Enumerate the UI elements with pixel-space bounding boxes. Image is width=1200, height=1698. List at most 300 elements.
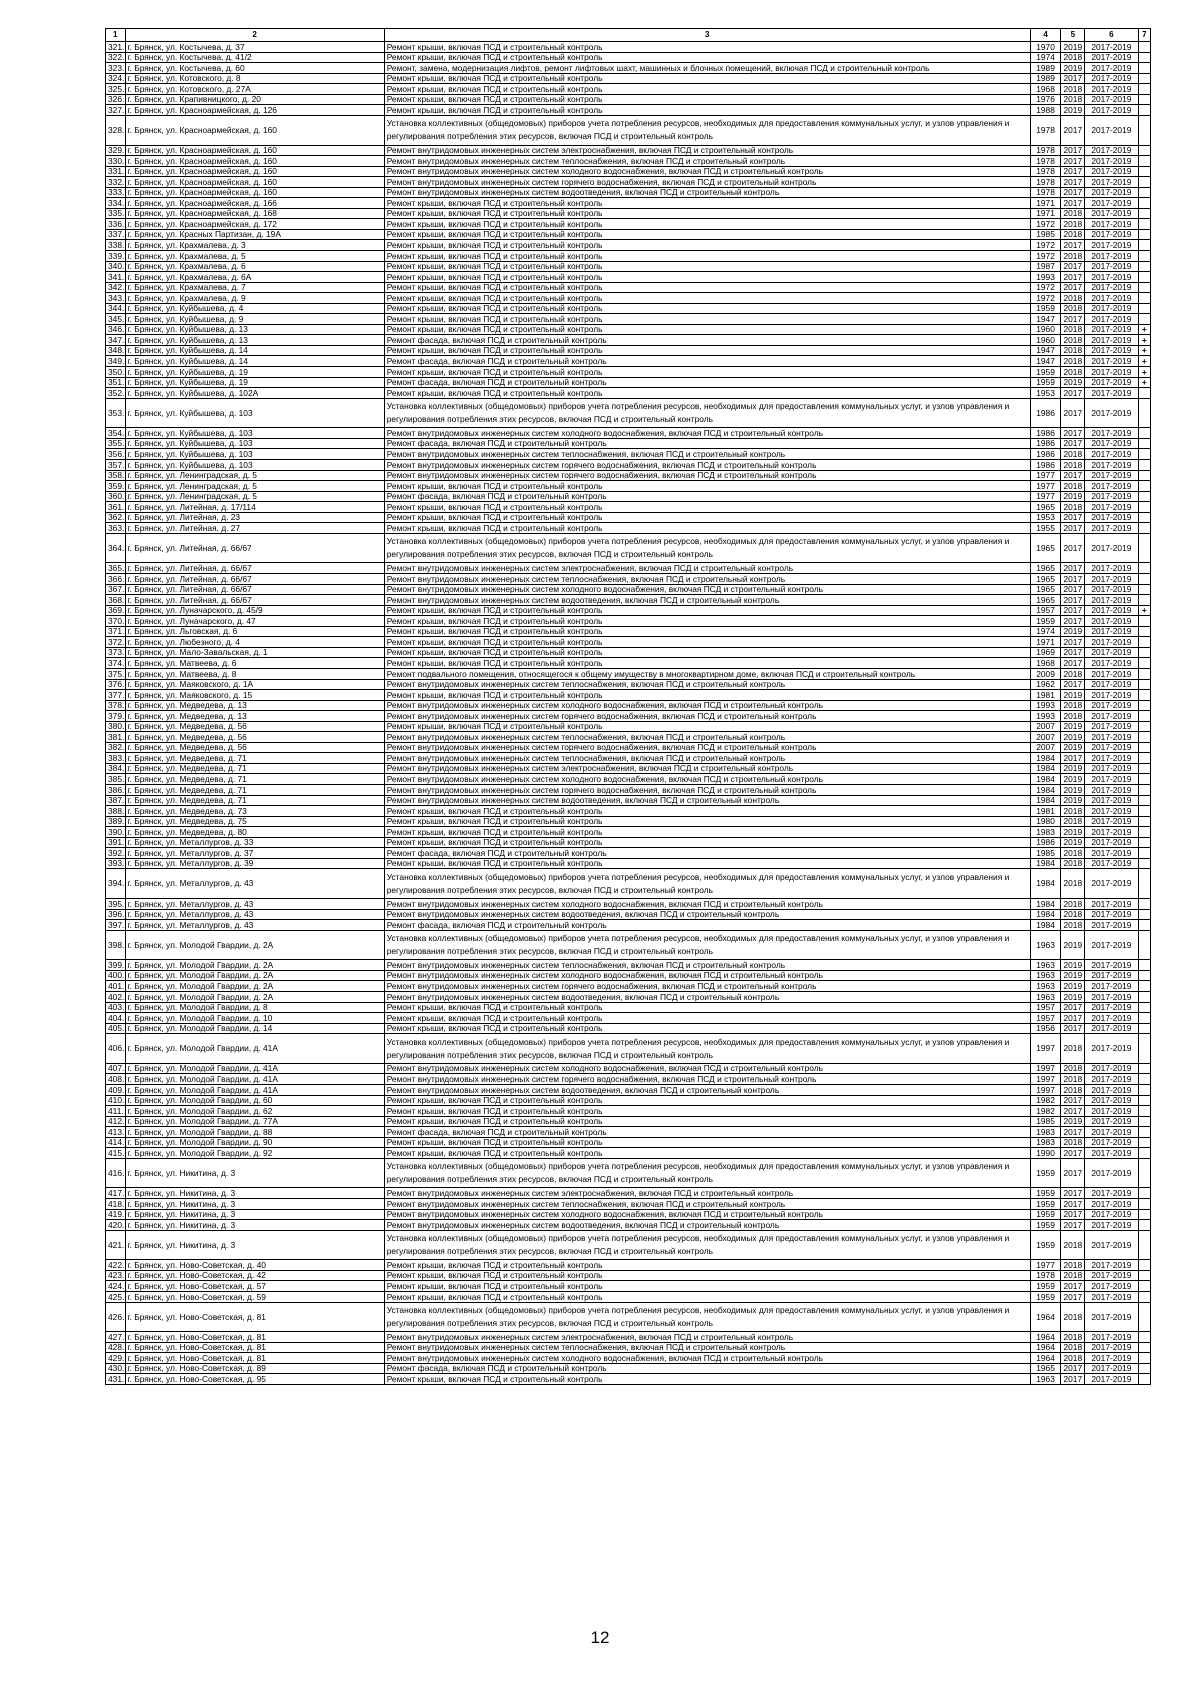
period-cell: 2017-2019 (1085, 668, 1138, 679)
row-number-cell: 391. (106, 837, 126, 848)
table-row (106, 335, 1151, 346)
build-year-cell: 1960 (1030, 324, 1061, 335)
mark-cell (1138, 293, 1150, 304)
work-type-cell: Ремонт внутридомовых инженерных систем теплоснабжения, включая ПСД и строительный контроль (384, 1342, 1030, 1353)
planned-year-cell: 2017 (1061, 1209, 1085, 1220)
row-number-cell: 365. (106, 563, 126, 574)
period-cell: 2017-2019 (1085, 73, 1138, 84)
build-year-cell: 1986 (1030, 428, 1061, 439)
work-type-cell: Ремонт крыши, включая ПСД и строительный контроль (384, 272, 1030, 283)
build-year-cell: 1993 (1030, 272, 1061, 283)
table-row (106, 1281, 1151, 1292)
address-cell: г. Брянск, ул. Котовского, д. 27А (125, 84, 384, 95)
work-type-cell: Ремонт фасада, включая ПСД и строительный контроль (384, 920, 1030, 931)
work-type-cell: Установка коллективных (общедомовых) приборов учета потребления ресурсов, необходимых для предоставления коммунальных услуг, и узлов управления и регулирования потребления этих ресурсов, включая ПСД и строительный контроль (384, 1034, 1030, 1064)
planned-year-cell: 2018 (1061, 1260, 1085, 1271)
build-year-cell: 1959 (1030, 1188, 1061, 1199)
period-cell: 2017-2019 (1085, 753, 1138, 764)
planned-year-cell: 2018 (1061, 700, 1085, 711)
mark-cell (1138, 753, 1150, 764)
build-year-cell: 1974 (1030, 626, 1061, 637)
header-cell: 3 (384, 29, 1030, 42)
planned-year-cell: 2018 (1061, 293, 1085, 304)
row-number-cell: 373. (106, 647, 126, 658)
period-cell: 2017-2019 (1085, 105, 1138, 116)
table-row (106, 668, 1151, 679)
planned-year-cell: 2019 (1061, 960, 1085, 971)
work-type-cell: Ремонт крыши, включая ПСД и строительный контроль (384, 198, 1030, 209)
build-year-cell: 1965 (1030, 563, 1061, 574)
address-cell: г. Брянск, ул. Луначарского, д. 47 (125, 616, 384, 627)
table-row (106, 523, 1151, 534)
address-cell: г. Брянск, ул. Молодой Гвардии, д. 2А (125, 970, 384, 981)
table-row (106, 690, 1151, 701)
work-type-cell: Ремонт крыши, включая ПСД и строительный контроль (384, 806, 1030, 817)
header-cell: 7 (1138, 29, 1150, 42)
work-type-cell: Ремонт, замена, модернизация лифтов, ремонт лифтовых шахт, машинных и блочных помещений, включая ПСД и строительный контроль (384, 63, 1030, 74)
build-year-cell: 1953 (1030, 512, 1061, 523)
mark-cell (1138, 229, 1150, 240)
row-number-cell: 327. (106, 105, 126, 116)
address-cell: г. Брянск, ул. Медведева, д. 13 (125, 711, 384, 722)
period-cell: 2017-2019 (1085, 52, 1138, 63)
mark-cell (1138, 533, 1150, 563)
planned-year-cell: 2019 (1061, 377, 1085, 388)
work-type-cell: Ремонт крыши, включая ПСД и строительный контроль (384, 1137, 1030, 1148)
planned-year-cell: 2017 (1061, 679, 1085, 690)
work-type-cell: Ремонт крыши, включая ПСД и строительный контроль (384, 1013, 1030, 1024)
address-cell: г. Брянск, ул. Крахмалева, д. 6 (125, 261, 384, 272)
address-cell: г. Брянск, ул. Куйбышева, д. 103 (125, 398, 384, 428)
period-cell: 2017-2019 (1085, 1270, 1138, 1281)
planned-year-cell: 2019 (1061, 491, 1085, 502)
period-cell: 2017-2019 (1085, 1353, 1138, 1364)
row-number-cell: 426. (106, 1302, 126, 1332)
period-cell: 2017-2019 (1085, 637, 1138, 648)
row-number-cell: 349. (106, 356, 126, 367)
mark-cell (1138, 1074, 1150, 1085)
table-row (106, 1063, 1151, 1074)
planned-year-cell: 2017 (1061, 616, 1085, 627)
address-cell: г. Брянск, ул. Металлургов, д. 43 (125, 920, 384, 931)
row-number-cell: 418. (106, 1199, 126, 1210)
work-type-cell: Установка коллективных (общедомовых) приборов учета потребления ресурсов, необходимых для предоставления коммунальных услуг, и узлов управления и регулирования потребления этих ресурсов, включая ПСД и строительный контроль (384, 1230, 1030, 1260)
period-cell: 2017-2019 (1085, 523, 1138, 534)
work-type-cell: Ремонт крыши, включая ПСД и строительный контроль (384, 229, 1030, 240)
work-type-cell: Установка коллективных (общедомовых) приборов учета потребления ресурсов, необходимых для предоставления коммунальных услуг, и узлов управления и регулирования потребления этих ресурсов, включая ПСД и строительный контроль (384, 1158, 1030, 1188)
planned-year-cell: 2018 (1061, 1302, 1085, 1332)
mark-cell (1138, 1260, 1150, 1271)
period-cell: 2017-2019 (1085, 145, 1138, 156)
work-type-cell: Ремонт крыши, включая ПСД и строительный контроль (384, 837, 1030, 848)
work-type-cell: Ремонт фасада, включая ПСД и строительный контроль (384, 356, 1030, 367)
work-type-cell: Ремонт внутридомовых инженерных систем горячего водоснабжения, включая ПСД и строительный контроль (384, 784, 1030, 795)
planned-year-cell: 2019 (1061, 981, 1085, 992)
period-cell: 2017-2019 (1085, 563, 1138, 574)
table-row (106, 1353, 1151, 1364)
table-row (106, 658, 1151, 669)
address-cell: г. Брянск, ул. Молодой Гвардии, д. 2А (125, 981, 384, 992)
work-type-cell: Ремонт крыши, включая ПСД и строительный контроль (384, 605, 1030, 616)
row-number-cell: 386. (106, 784, 126, 795)
build-year-cell: 1962 (1030, 679, 1061, 690)
build-year-cell: 1965 (1030, 595, 1061, 606)
build-year-cell: 1978 (1030, 1270, 1061, 1281)
build-year-cell: 1969 (1030, 647, 1061, 658)
period-cell: 2017-2019 (1085, 324, 1138, 335)
planned-year-cell: 2017 (1061, 156, 1085, 167)
work-type-cell: Ремонт внутридомовых инженерных систем теплоснабжения, включая ПСД и строительный контроль (384, 732, 1030, 743)
work-type-cell: Ремонт фасада, включая ПСД и строительный контроль (384, 1363, 1030, 1374)
work-type-cell: Ремонт крыши, включая ПСД и строительный контроль (384, 282, 1030, 293)
build-year-cell: 1985 (1030, 229, 1061, 240)
address-cell: г. Брянск, ул. Молодой Гвардии, д. 41А (125, 1084, 384, 1095)
build-year-cell: 1978 (1030, 187, 1061, 198)
work-type-cell: Ремонт внутридомовых инженерных систем холодного водоснабжения, включая ПСД и строительный контроль (384, 584, 1030, 595)
mark-cell (1138, 42, 1150, 53)
table-row (106, 1116, 1151, 1127)
mark-cell (1138, 261, 1150, 272)
build-year-cell: 1983 (1030, 827, 1061, 838)
build-year-cell: 1959 (1030, 1220, 1061, 1231)
build-year-cell: 1997 (1030, 1034, 1061, 1064)
address-cell: г. Брянск, ул. Молодой Гвардии, д. 41А (125, 1063, 384, 1074)
mark-cell (1138, 795, 1150, 806)
row-number-cell: 359. (106, 481, 126, 492)
row-number-cell: 338. (106, 240, 126, 251)
table-row (106, 240, 1151, 251)
row-number-cell: 377. (106, 690, 126, 701)
period-cell: 2017-2019 (1085, 848, 1138, 859)
table-row (106, 261, 1151, 272)
table-row (106, 177, 1151, 188)
mark-cell (1138, 679, 1150, 690)
mark-cell (1138, 73, 1150, 84)
period-cell: 2017-2019 (1085, 992, 1138, 1003)
period-cell: 2017-2019 (1085, 605, 1138, 616)
work-type-cell: Ремонт крыши, включая ПСД и строительный контроль (384, 1374, 1030, 1385)
work-type-cell: Ремонт крыши, включая ПСД и строительный контроль (384, 367, 1030, 378)
row-number-cell: 413. (106, 1127, 126, 1138)
address-cell: г. Брянск, ул. Красноармейская, д. 160 (125, 115, 384, 145)
address-cell: г. Брянск, ул. Молодой Гвардии, д. 77А (125, 1116, 384, 1127)
mark-cell (1138, 491, 1150, 502)
work-type-cell: Установка коллективных (общедомовых) приборов учета потребления ресурсов, необходимых для предоставления коммунальных услуг, и узлов управления и регулирования потребления этих ресурсов, включая ПСД и строительный контроль (384, 1302, 1030, 1332)
repair-program-table (105, 28, 1151, 1385)
planned-year-cell: 2017 (1061, 1199, 1085, 1210)
mark-cell (1138, 63, 1150, 74)
work-type-cell: Ремонт внутридомовых инженерных систем холодного водоснабжения, включая ПСД и строительный контроль (384, 970, 1030, 981)
planned-year-cell: 2019 (1061, 992, 1085, 1003)
period-cell: 2017-2019 (1085, 721, 1138, 732)
address-cell: г. Брянск, ул. Матвеева, д. 8 (125, 668, 384, 679)
planned-year-cell: 2017 (1061, 595, 1085, 606)
mark-cell (1138, 282, 1150, 293)
row-number-cell: 408. (106, 1074, 126, 1085)
period-cell: 2017-2019 (1085, 711, 1138, 722)
table-row (106, 848, 1151, 859)
address-cell: г. Брянск, ул. Никитина, д. 3 (125, 1158, 384, 1188)
row-number-cell: 332. (106, 177, 126, 188)
build-year-cell: 1959 (1030, 303, 1061, 314)
row-number-cell: 387. (106, 795, 126, 806)
mark-cell (1138, 920, 1150, 931)
table-row (106, 63, 1151, 74)
period-cell: 2017-2019 (1085, 250, 1138, 261)
address-cell: г. Брянск, ул. Медведева, д. 73 (125, 806, 384, 817)
work-type-cell: Ремонт внутридомовых инженерных систем водоотведения, включая ПСД и строительный контроль (384, 992, 1030, 1003)
work-type-cell: Ремонт внутридомовых инженерных систем электроснабжения, включая ПСД и строительный контроль (384, 1188, 1030, 1199)
row-number-cell: 412. (106, 1116, 126, 1127)
address-cell: г. Брянск, ул. Молодой Гвардии, д. 92 (125, 1148, 384, 1159)
planned-year-cell: 2018 (1061, 1137, 1085, 1148)
address-cell: г. Брянск, ул. Молодой Гвардии, д. 90 (125, 1137, 384, 1148)
address-cell: г. Брянск, ул. Молодой Гвардии, д. 14 (125, 1023, 384, 1034)
table-row (106, 367, 1151, 378)
period-cell: 2017-2019 (1085, 356, 1138, 367)
table-row (106, 574, 1151, 585)
work-type-cell: Ремонт крыши, включая ПСД и строительный контроль (384, 52, 1030, 63)
row-number-cell: 346. (106, 324, 126, 335)
address-cell: г. Брянск, ул. Медведева, д. 71 (125, 753, 384, 764)
row-number-cell: 398. (106, 930, 126, 960)
address-cell: г. Брянск, ул. Медведева, д. 56 (125, 742, 384, 753)
table-row (106, 930, 1151, 960)
build-year-cell: 1957 (1030, 605, 1061, 616)
build-year-cell: 1959 (1030, 1230, 1061, 1260)
address-cell: г. Брянск, ул. Крахмалева, д. 3 (125, 240, 384, 251)
work-type-cell: Ремонт крыши, включая ПСД и строительный контроль (384, 637, 1030, 648)
build-year-cell: 1957 (1030, 1002, 1061, 1013)
mark-cell (1138, 481, 1150, 492)
mark-cell (1138, 449, 1150, 460)
row-number-cell: 401. (106, 981, 126, 992)
mark-cell (1138, 156, 1150, 167)
planned-year-cell: 2017 (1061, 73, 1085, 84)
period-cell: 2017-2019 (1085, 1137, 1138, 1148)
row-number-cell: 321. (106, 42, 126, 53)
table-row (106, 1374, 1151, 1385)
work-type-cell: Ремонт крыши, включая ПСД и строительный контроль (384, 388, 1030, 399)
build-year-cell: 1965 (1030, 533, 1061, 563)
mark-cell (1138, 869, 1150, 899)
planned-year-cell: 2019 (1061, 930, 1085, 960)
work-type-cell: Ремонт внутридомовых инженерных систем горячего водоснабжения, включая ПСД и строительный контроль (384, 981, 1030, 992)
address-cell: г. Брянск, ул. Молодой Гвардии, д. 10 (125, 1013, 384, 1024)
table-row (106, 970, 1151, 981)
build-year-cell: 1959 (1030, 1199, 1061, 1210)
planned-year-cell: 2017 (1061, 605, 1085, 616)
period-cell: 2017-2019 (1085, 626, 1138, 637)
work-type-cell: Ремонт крыши, включая ПСД и строительный контроль (384, 42, 1030, 53)
period-cell: 2017-2019 (1085, 1084, 1138, 1095)
mark-cell (1138, 1116, 1150, 1127)
mark-cell (1138, 637, 1150, 648)
planned-year-cell: 2019 (1061, 970, 1085, 981)
address-cell: г. Брянск, ул. Куйбышева, д. 19 (125, 377, 384, 388)
period-cell: 2017-2019 (1085, 187, 1138, 198)
planned-year-cell: 2018 (1061, 668, 1085, 679)
table-row (106, 827, 1151, 838)
planned-year-cell: 2018 (1061, 920, 1085, 931)
work-type-cell: Установка коллективных (общедомовых) приборов учета потребления ресурсов, необходимых для предоставления коммунальных услуг, и узлов управления и регулирования потребления этих ресурсов, включая ПСД и строительный контроль (384, 398, 1030, 428)
row-number-cell: 324. (106, 73, 126, 84)
mark-cell (1138, 742, 1150, 753)
mark-cell: + (1138, 367, 1150, 378)
planned-year-cell: 2019 (1061, 721, 1085, 732)
table-row (106, 1095, 1151, 1106)
address-cell: г. Брянск, ул. Медведева, д. 71 (125, 795, 384, 806)
mark-cell (1138, 523, 1150, 534)
build-year-cell: 1959 (1030, 1209, 1061, 1220)
table-row (106, 115, 1151, 145)
mark-cell (1138, 970, 1150, 981)
address-cell: г. Брянск, ул. Куйбышева, д. 14 (125, 345, 384, 356)
mark-cell (1138, 721, 1150, 732)
work-type-cell: Ремонт крыши, включая ПСД и строительный контроль (384, 502, 1030, 513)
mark-cell: + (1138, 324, 1150, 335)
work-type-cell: Установка коллективных (общедомовых) приборов учета потребления ресурсов, необходимых для предоставления коммунальных услуг, и узлов управления и регулирования потребления этих ресурсов, включая ПСД и строительный контроль (384, 930, 1030, 960)
table-row (106, 377, 1151, 388)
planned-year-cell: 2018 (1061, 335, 1085, 346)
period-cell: 2017-2019 (1085, 869, 1138, 899)
work-type-cell: Ремонт крыши, включая ПСД и строительный контроль (384, 1095, 1030, 1106)
address-cell: г. Брянск, ул. Луначарского, д. 45/9 (125, 605, 384, 616)
planned-year-cell: 2019 (1061, 63, 1085, 74)
row-number-cell: 348. (106, 345, 126, 356)
header-cell: 4 (1030, 29, 1061, 42)
period-cell: 2017-2019 (1085, 282, 1138, 293)
address-cell: г. Брянск, ул. Молодой Гвардии, д. 2А (125, 992, 384, 1003)
address-cell: г. Брянск, ул. Красноармейская, д. 172 (125, 219, 384, 230)
address-cell: г. Брянск, ул. Литейная, д. 66/67 (125, 574, 384, 585)
row-number-cell: 356. (106, 449, 126, 460)
mark-cell (1138, 177, 1150, 188)
table-row (106, 742, 1151, 753)
work-type-cell: Ремонт внутридомовых инженерных систем водоотведения, включая ПСД и строительный контроль (384, 795, 1030, 806)
period-cell: 2017-2019 (1085, 314, 1138, 325)
build-year-cell: 1947 (1030, 345, 1061, 356)
row-number-cell: 410. (106, 1095, 126, 1106)
build-year-cell: 1963 (1030, 981, 1061, 992)
mark-cell (1138, 816, 1150, 827)
mark-cell (1138, 784, 1150, 795)
mark-cell (1138, 899, 1150, 910)
work-type-cell: Ремонт внутридомовых инженерных систем водоотведения, включая ПСД и строительный контроль (384, 1220, 1030, 1231)
table-row (106, 1199, 1151, 1210)
row-number-cell: 393. (106, 858, 126, 869)
work-type-cell: Ремонт внутридомовых инженерных систем водоотведения, включая ПСД и строительный контроль (384, 595, 1030, 606)
row-number-cell: 357. (106, 459, 126, 470)
mark-cell (1138, 1158, 1150, 1188)
work-type-cell: Ремонт внутридомовых инженерных систем холодного водоснабжения, включая ПСД и строительный контроль (384, 899, 1030, 910)
table-row (106, 293, 1151, 304)
work-type-cell: Ремонт внутридомовых инженерных систем холодного водоснабжения, включая ПСД и строительный контроль (384, 166, 1030, 177)
row-number-cell: 369. (106, 605, 126, 616)
work-type-cell: Ремонт крыши, включая ПСД и строительный контроль (384, 1281, 1030, 1292)
address-cell: г. Брянск, ул. Куйбышева, д. 103 (125, 438, 384, 449)
mark-cell (1138, 1084, 1150, 1095)
row-number-cell: 344. (106, 303, 126, 314)
build-year-cell: 1977 (1030, 481, 1061, 492)
work-type-cell: Ремонт крыши, включая ПСД и строительный контроль (384, 303, 1030, 314)
period-cell: 2017-2019 (1085, 240, 1138, 251)
build-year-cell: 1959 (1030, 1292, 1061, 1303)
row-number-cell: 400. (106, 970, 126, 981)
work-type-cell: Ремонт крыши, включая ПСД и строительный контроль (384, 523, 1030, 534)
build-year-cell: 1985 (1030, 848, 1061, 859)
mark-cell (1138, 837, 1150, 848)
build-year-cell: 1963 (1030, 1374, 1061, 1385)
period-cell: 2017-2019 (1085, 388, 1138, 399)
table-row (106, 314, 1151, 325)
row-number-cell: 340. (106, 261, 126, 272)
work-type-cell: Ремонт крыши, включая ПСД и строительный контроль (384, 1292, 1030, 1303)
mark-cell (1138, 763, 1150, 774)
row-number-cell: 351. (106, 377, 126, 388)
table-row (106, 1106, 1151, 1117)
mark-cell (1138, 668, 1150, 679)
planned-year-cell: 2017 (1061, 115, 1085, 145)
planned-year-cell: 2019 (1061, 837, 1085, 848)
row-number-cell: 383. (106, 753, 126, 764)
table-row (106, 960, 1151, 971)
build-year-cell: 1990 (1030, 1148, 1061, 1159)
mark-cell (1138, 398, 1150, 428)
period-cell: 2017-2019 (1085, 584, 1138, 595)
work-type-cell: Установка коллективных (общедомовых) приборов учета потребления ресурсов, необходимых для предоставления коммунальных услуг, и узлов управления и регулирования потребления этих ресурсов, включая ПСД и строительный контроль (384, 115, 1030, 145)
row-number-cell: 416. (106, 1158, 126, 1188)
table-row (106, 512, 1151, 523)
build-year-cell: 1978 (1030, 115, 1061, 145)
row-number-cell: 372. (106, 637, 126, 648)
period-cell: 2017-2019 (1085, 1063, 1138, 1074)
address-cell: г. Брянск, ул. Ленинградская, д. 5 (125, 491, 384, 502)
planned-year-cell: 2017 (1061, 1127, 1085, 1138)
row-number-cell: 402. (106, 992, 126, 1003)
planned-year-cell: 2017 (1061, 470, 1085, 481)
build-year-cell: 1984 (1030, 920, 1061, 931)
table-row (106, 1084, 1151, 1095)
planned-year-cell: 2018 (1061, 1353, 1085, 1364)
table-row (106, 1342, 1151, 1353)
table-row (106, 303, 1151, 314)
build-year-cell: 1987 (1030, 261, 1061, 272)
period-cell: 2017-2019 (1085, 481, 1138, 492)
planned-year-cell: 2018 (1061, 84, 1085, 95)
work-type-cell: Ремонт внутридомовых инженерных систем водоотведения, включая ПСД и строительный контроль (384, 187, 1030, 198)
build-year-cell: 1997 (1030, 1084, 1061, 1095)
period-cell: 2017-2019 (1085, 1127, 1138, 1138)
planned-year-cell: 2018 (1061, 345, 1085, 356)
planned-year-cell: 2018 (1061, 52, 1085, 63)
planned-year-cell: 2017 (1061, 1013, 1085, 1024)
period-cell: 2017-2019 (1085, 367, 1138, 378)
mark-cell (1138, 1127, 1150, 1138)
table-row (106, 637, 1151, 648)
table-row (106, 1260, 1151, 1271)
work-type-cell: Ремонт крыши, включая ПСД и строительный контроль (384, 858, 1030, 869)
address-cell: г. Брянск, ул. Медведева, д. 71 (125, 763, 384, 774)
address-cell: г. Брянск, ул. Куйбышева, д. 19 (125, 367, 384, 378)
planned-year-cell: 2017 (1061, 261, 1085, 272)
row-number-cell: 414. (106, 1137, 126, 1148)
address-cell: г. Брянск, ул. Костычева, д. 60 (125, 63, 384, 74)
row-number-cell: 427. (106, 1332, 126, 1343)
period-cell: 2017-2019 (1085, 742, 1138, 753)
mark-cell (1138, 700, 1150, 711)
build-year-cell: 1971 (1030, 637, 1061, 648)
